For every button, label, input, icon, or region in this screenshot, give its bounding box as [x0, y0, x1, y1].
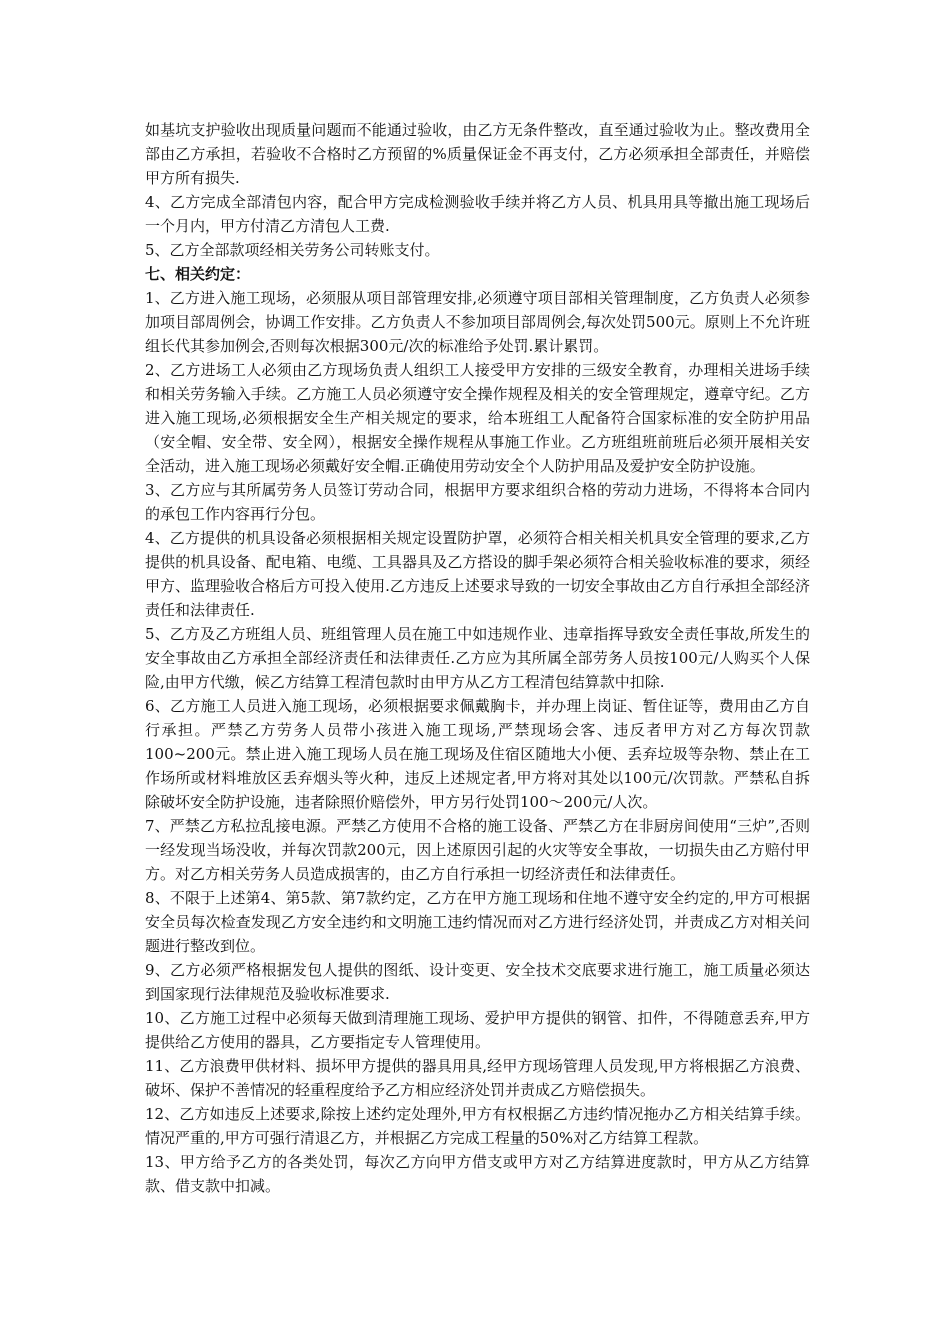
- clause-13: 13、甲方给予乙方的各类处罚，每次乙方向甲方借支或甲方对乙方结算进度款时，甲方从乙方结算款、借支款中扣减。: [145, 1153, 810, 1195]
- clause-8: 8、不限于上述第4、第5款、第7款约定，乙方在甲方施工现场和住地不遵守安全约定的,甲方可根据安全员每次检查发现乙方安全违约和文明施工违约情况而对乙方进行经济处罚，并责成乙方对相关问题进行整改到位。: [145, 889, 810, 955]
- clause-1: 1、乙方进入施工现场，必须服从项目部管理安排,必须遵守项目部相关管理制度，乙方负责人必须参加项目部周例会，协调工作安排。乙方负责人不参加项目部周例会,每次处罚500元。原则上不允许班组长代其参加例会,否则每次根据300元/次的标准给予处罚.累计累罚。: [145, 289, 810, 355]
- clause-9: 9、乙方必须严格根据发包人提供的图纸、设计变更、安全技术交底要求进行施工，施工质量必须达到国家现行法律规范及验收标准要求.: [145, 961, 810, 1003]
- document-page: [145, 118, 810, 1198]
- paragraph-foundation-acceptance: 如基坑支护验收出现质量问题而不能通过验收，由乙方无条件整改，直至通过验收为止。整改费用全部由乙方承担，若验收不合格时乙方预留的%质量保证金不再支付，乙方必须承担全部责任，并赔偿甲方所有损失.: [145, 121, 810, 187]
- clause-6: 6、乙方施工人员进入施工现场，必须根据要求佩戴胸卡，并办理上岗证、暂住证等，费用由乙方自行承担。严禁乙方劳务人员带小孩进入施工现场,严禁现场会客、违反者甲方对乙方每次罚款100~200元。禁止进入施工现场人员在施工现场及住宿区随地大小便、丢弃垃圾等杂物、禁止在工作场所或材料堆放区丢弃烟头等火种，违反上述规定者,甲方将对其处以100元/次罚款。严禁私自拆除破坏安全防护设施，违者除照价赔偿外，甲方另行处罚100～200元/人次。: [145, 697, 810, 811]
- clause-7: 7、严禁乙方私拉乱接电源。严禁乙方使用不合格的施工设备、严禁乙方在非厨房间使用“三炉”,否则一经发现当场没收，并每次罚款200元，因上述原因引起的火灾等安全事故，一切损失由乙方赔付甲方。对乙方相关劳务人员造成损害的，由乙方自行承担一切经济责任和法律责任。: [145, 817, 810, 883]
- paragraph-item-4-payment: 4、乙方完成全部清包内容，配合甲方完成检测验收手续并将乙方人员、机具用具等撤出施工现场后一个月内，甲方付清乙方清包人工费.: [145, 193, 810, 235]
- clause-11: 11、乙方浪费甲供材料、损坏甲方提供的器具用具,经甲方现场管理人员发现,甲方将根据乙方浪费、破坏、保护不善情况的轻重程度给予乙方相应经济处罚并责成乙方赔偿损失。: [145, 1057, 810, 1099]
- clause-3: 3、乙方应与其所属劳务人员签订劳动合同，根据甲方要求组织合格的劳动力进场，不得将本合同内的承包工作内容再行分包。: [145, 481, 810, 523]
- clause-10: 10、乙方施工过程中必须每天做到清理施工现场、爱护甲方提供的钢管、扣件，不得随意丢弃,甲方提供给乙方使用的器具，乙方要指定专人管理使用。: [145, 1009, 810, 1051]
- section-heading: 七、相关约定：: [145, 265, 251, 283]
- paragraph-item-5-transfer: 5、乙方全部款项经相关劳务公司转账支付。: [145, 241, 440, 259]
- clause-5: 5、乙方及乙方班组人员、班组管理人员在施工中如违规作业、违章指挥导致安全责任事故,所发生的安全事故由乙方承担全部经济责任和法律责任.乙方应为其所属全部劳务人员按100元/人购买个人保险,由甲方代缴，候乙方结算工程清包款时由甲方从乙方工程清包结算款中扣除.: [145, 625, 810, 691]
- clause-12: 12、乙方如违反上述要求,除按上述约定处理外,甲方有权根据乙方违约情况拖办乙方相关结算手续。情况严重的,甲方可强行清退乙方，并根据乙方完成工程量的50%对乙方结算工程款。: [145, 1105, 810, 1147]
- clause-4: 4、乙方提供的机具设备必须根据相关规定设置防护罩，必须符合相关相关机具安全管理的要求,乙方提供的机具设备、配电箱、电缆、工具器具及乙方搭设的脚手架必须符合相关验收标准的要求，须经甲方、监理验收合格后方可投入使用.乙方违反上述要求导致的一切安全事故由乙方自行承担全部经济责任和法律责任.: [145, 529, 810, 619]
- clause-2: 2、乙方进场工人必须由乙方现场负责人组织工人接受甲方安排的三级安全教育，办理相关进场手续和相关劳务输入手续。乙方施工人员必须遵守安全操作规程及相关的安全管理规定，遵章守纪。乙方进入施工现场,必须根据安全生产相关规定的要求，给本班组工人配备符合国家标准的安全防护用品（安全帽、安全带、安全网），根据安全操作规程从事施工作业。乙方班组班前班后必须开展相关安全活动，进入施工现场必须戴好安全帽.正确使用劳动安全个人防护用品及爱护安全防护设施。: [145, 361, 810, 475]
